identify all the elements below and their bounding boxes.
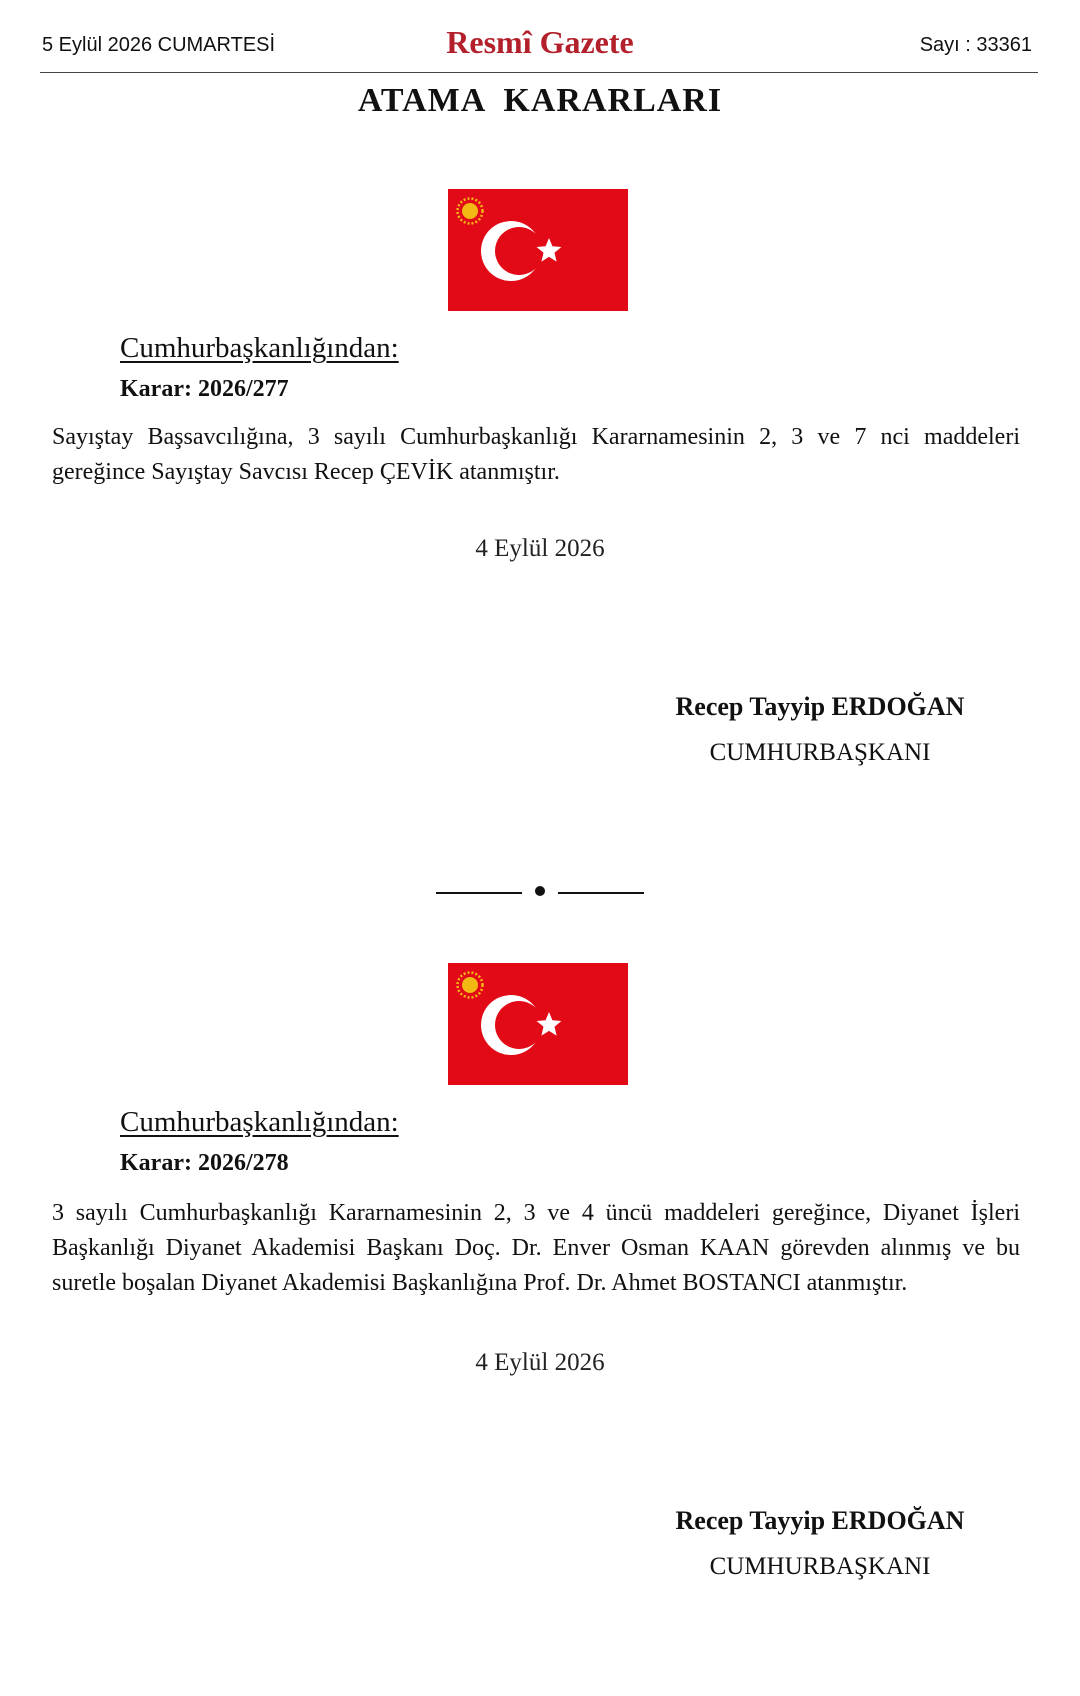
signatory-name: Recep Tayyip ERDOĞAN <box>675 692 965 721</box>
decision-authority: Cumhurbaşkanlığından: <box>120 1106 399 1138</box>
decision-number: Karar: 2026/277 <box>120 376 289 402</box>
decision-body: Sayıştay Başsavcılığına, 3 sayılı Cumhurbaşkanlığı Kararnamesinin 2, 3 ve 7 nci maddeleri gereğince Sayıştay Savcısı Recep ÇEVİK atanmıştır. <box>52 424 1020 485</box>
decision-authority: Cumhurbaşkanlığından: <box>120 332 399 364</box>
signatory-title: CUMHURBAŞKANI <box>709 739 931 766</box>
gazette-date: 5 Eylül 2026 CUMARTESİ <box>42 34 276 56</box>
signatory-name: Recep Tayyip ERDOĞAN <box>675 1506 965 1535</box>
section-divider-icon <box>436 884 644 898</box>
decision-body: 3 sayılı Cumhurbaşkanlığı Kararnamesinin 2, 3 ve 4 üncü maddeleri gereğince, Diyanet İşleri Başkanlığı Diyanet Akademisi Başkanı Doç. Dr. Enver Osman KAAN görevden alınmış ve bu suretle boşalan Diyanet Akademisi Başkanlığına Prof. Dr. Ahmet BOSTANCI atanmıştır. <box>52 1200 1020 1296</box>
gazette-title: Resmî Gazete <box>446 24 634 60</box>
decision-number: Karar: 2026/278 <box>120 1150 289 1176</box>
section-title: ATAMA KARARLARI <box>357 82 723 119</box>
turkish-presidential-flag-icon <box>448 963 628 1085</box>
decision-date: 4 Eylül 2026 <box>475 535 605 562</box>
header-rule <box>40 72 1038 73</box>
signatory-title: CUMHURBAŞKANI <box>709 1553 931 1580</box>
decision-date: 4 Eylül 2026 <box>475 1349 605 1376</box>
issue-number: Sayı : 33361 <box>919 34 1032 56</box>
turkish-presidential-flag-icon <box>448 189 628 311</box>
